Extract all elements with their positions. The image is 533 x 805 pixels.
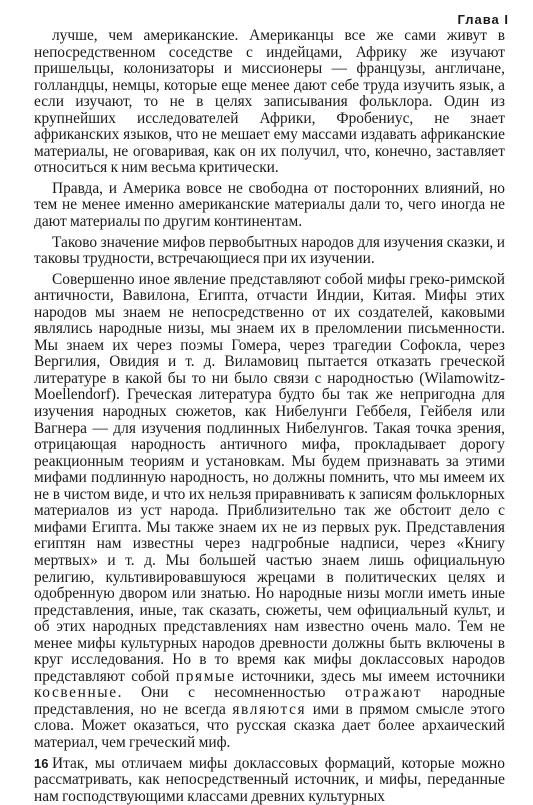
text-segment: . Они с несомненностью [117, 684, 346, 702]
text-segment: источники, здесь мы имеем источники [235, 667, 506, 685]
text-segment: Правда, и Америка вовсе не свободна от посторонних влияний, но тем не менее именно американские материалы дали то, чего иногда не дают материалы по другим континентам. [34, 179, 505, 231]
emphasis-text: являются [232, 700, 307, 718]
paragraph [34, 756, 505, 805]
text-segment: Таково значение мифов первобытных народов для изучения сказки, и таковы трудности, встречающиеся при их изучении. [34, 233, 505, 268]
main-text [34, 28, 505, 805]
paragraph [34, 181, 505, 231]
text-segment: народные представления, но не всегда [34, 684, 505, 718]
text-segment: лучше, чем американские. Американцы все же сами живут в непосредственном соседстве с индейцами, Африку же изучают пришельцы, колонизаторы и миссионеры — французы, англичане, голландцы, немцы, которые еще менее дают себе труда изучить язык, а если изучают, то не в целях записывания фольклора. Один из крупнейших исследователей Африки, Фробениус, не знает африканских языков, что не мешает ему массами издавать африканские материалы, не оговаривая, как он их получил, что, конечно, заставляет относиться к ним весьма критически. [34, 27, 505, 177]
paragraph [34, 272, 505, 752]
emphasis-text: прямые [175, 667, 236, 685]
emphasis-text: отражают [345, 684, 423, 702]
emphasis-text: косвенные [34, 684, 118, 702]
text-segment: Совершенно иное явление представляют собой мифы греко-римской античности, Вавилона, Египта, отчасти Индии, Китая. Мифы этих народов мы знаем не непосредственно от их создателей, каковыми являлись народные низы, мы знаем их в преломлении письменности. Мы знаем их через поэмы Гомера, через трагедии Софокла, через Вергилия, Овидия и т. д. Виламовиц пытается отказать греческой литературе в какой бы то ни было связи с народностью (Wilamowitz-Moellendorf). Греческая литература будто бы так же непригодна для изучения народных сюжетов, как Нибелунги Геббеля, Гейбеля или Вагнера — для изучения подлинных Нибелунгов. Такая точка зрения, отрицающая народность античного мифа, прокладывает дорогу реакционным теориям и установкам. Мы будем признавать за этими мифами подлинную народность, но должны помнить, что мы имеем их не в чистом виде, и что их нельзя приравнивать к записям фольклорных материалов из уст народа. Приблизительно так же обстоит дело с мифами Египта. Мы также знаем их не из первых рук. Представления египтян нам известны через надгробные надписи, через «Книгу мертвых» и т. д. Мы большей частью знаем лишь официальную религию, культивировавшуюся жрецами в политических целях и одобренную двором или знатью. Но народные низы могли иметь иные представления, иные, так сказать, сюжеты, чем официальный культ, и об этих народных представлениях нам известно очень мало. Тем не менее мифы культурных народов древности должны быть включены в круг исследования. Но в то время как мифы доклассовых народов представляют собой [34, 270, 505, 685]
text-segment: ими в прямом смысле этого слова. Может оказаться, что русская сказка дает более архаический материал, чем греческий миф. [34, 700, 505, 751]
chapter-header: Глава I [457, 12, 509, 27]
text-segment: Итак, мы отличаем мифы доклассовых формаций, которые можно рассматривать, как непосредственный источник, и мифы, переданные нам господствующими классами древних культурных [34, 754, 505, 805]
paragraph [34, 28, 505, 177]
paragraph [34, 235, 505, 268]
page-number: 16 [34, 756, 49, 771]
